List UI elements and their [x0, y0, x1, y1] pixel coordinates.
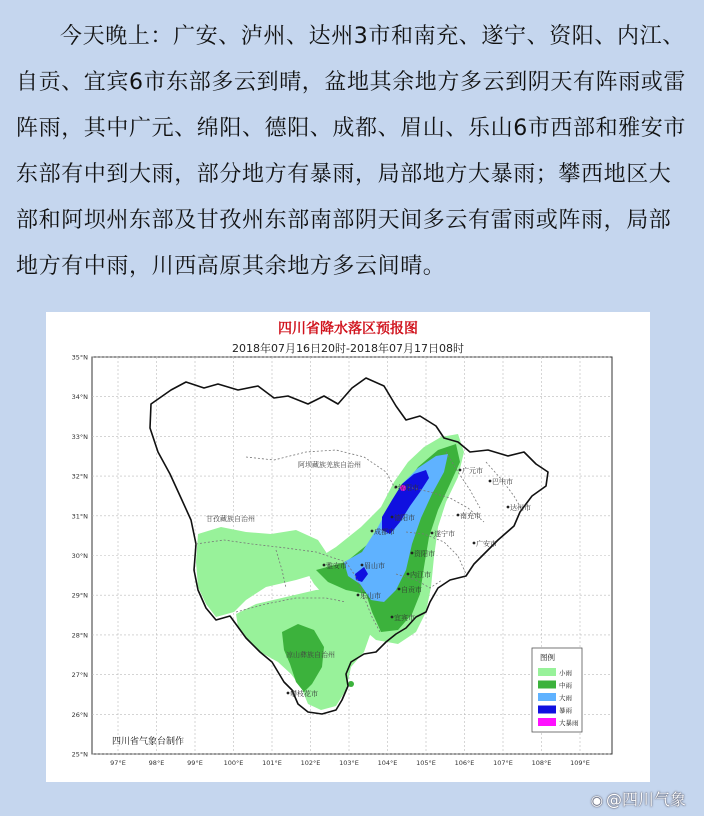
lat-label: 31°N — [71, 512, 88, 521]
lon-label: 108°E — [531, 759, 552, 767]
region-label-liangshan: 凉山彝族自治州 — [286, 651, 335, 659]
city-suining: 遂宁市 — [434, 530, 455, 538]
legend-swatch — [538, 693, 556, 701]
lon-label: 109°E — [570, 759, 590, 767]
lon-label: 99°E — [187, 759, 203, 767]
city-leshan: 乐山市 — [360, 592, 381, 600]
city-nanchong: 南充市 — [460, 512, 481, 520]
map-legend — [532, 648, 582, 732]
watermark-text: @四川气象 — [605, 790, 686, 809]
lon-label: 104°E — [377, 759, 398, 767]
forecast-paragraph: 今天晚上：广安、泸州、达州3市和南充、遂宁、资阳、内江、自贡、宜宾6市东部多云到晴，盆地其余地方多云到阴天有阵雨或雷阵雨，其中广元、绵阳、德阳、成都、眉山、乐山6市西部和雅安市东部有中到大雨，部分地方有暴雨，局部地方大暴雨；攀西地区大部和阿坝州东部及甘孜州东部南部阴天间多云有雷雨或阵雨，局部地方有中雨，川西高原其余地方多云间晴。 — [16, 24, 686, 279]
lat-label: 30°N — [71, 552, 88, 560]
legend-swatch — [538, 718, 556, 726]
city-deyang: 德阳市 — [394, 514, 415, 522]
city-panzhihua: 攀枝花市 — [290, 690, 318, 698]
city-mianyang: 绵阳市 — [398, 484, 419, 492]
legend-label: 中雨 — [559, 681, 572, 690]
legend-title: 图例 — [540, 653, 555, 662]
lon-label: 98°E — [148, 759, 165, 767]
weibo-watermark — [591, 787, 686, 810]
lat-label: 34°N — [71, 393, 88, 402]
weibo-icon: ◉ — [590, 793, 603, 809]
map-canvas — [46, 312, 650, 782]
legend-swatch — [538, 668, 556, 676]
lat-label: 29°N — [71, 591, 88, 600]
lon-label: 102°E — [300, 759, 321, 767]
city-yaan: 雅安市 — [326, 562, 347, 570]
city-meishan: 眉山市 — [364, 562, 385, 570]
city-guangyuan: 广元市 — [462, 467, 483, 475]
moderate-rain-patch-spot — [348, 681, 354, 687]
lon-label: 103°E — [339, 759, 359, 767]
lat-label: 33°N — [71, 432, 88, 441]
latitude-labels — [72, 354, 89, 759]
legend-label: 大雨 — [559, 694, 572, 702]
city-chengdu: 成都市 — [374, 528, 395, 536]
region-label-aba: 阿坝藏族羌族自治州 — [298, 461, 361, 469]
lat-label: 35°N — [71, 353, 88, 362]
legend-swatch — [538, 706, 556, 714]
city-guangan: 广安市 — [476, 540, 497, 548]
city-bazhong: 巴中市 — [492, 478, 513, 486]
lon-label: 100°E — [223, 759, 244, 767]
lat-label: 27°N — [71, 671, 88, 680]
lon-label: 105°E — [416, 759, 436, 767]
legend-label: 暴雨 — [559, 706, 572, 715]
longitude-labels — [110, 759, 590, 767]
lat-label: 32°N — [71, 472, 88, 481]
legend-label: 小雨 — [559, 669, 572, 677]
map-credit: 四川省气象台制作 — [112, 737, 185, 747]
lat-label: 25°N — [71, 750, 88, 759]
lon-label: 97°E — [110, 759, 126, 767]
city-zigong: 自贡市 — [401, 586, 422, 594]
lon-label: 101°E — [262, 759, 282, 767]
lon-label: 106°E — [454, 759, 475, 767]
lat-label: 28°N — [71, 631, 88, 640]
city-ziyang: 资阳市 — [414, 550, 435, 558]
region-label-ganzi: 甘孜藏族自治州 — [206, 515, 255, 523]
legend-swatch — [538, 681, 556, 689]
city-yibin: 宜宾市 — [394, 614, 415, 622]
map-subtitle: 2018年07月16日20时-2018年07月17日08时 — [232, 342, 464, 355]
lon-label: 107°E — [493, 759, 513, 767]
precipitation-map — [46, 312, 650, 782]
city-neijiang: 内江市 — [410, 571, 431, 579]
city-dazhou: 达州市 — [510, 504, 531, 512]
legend-label: 大暴雨 — [559, 719, 579, 727]
lat-label: 26°N — [71, 710, 88, 719]
map-title: 四川省降水落区预报图 — [278, 321, 418, 337]
